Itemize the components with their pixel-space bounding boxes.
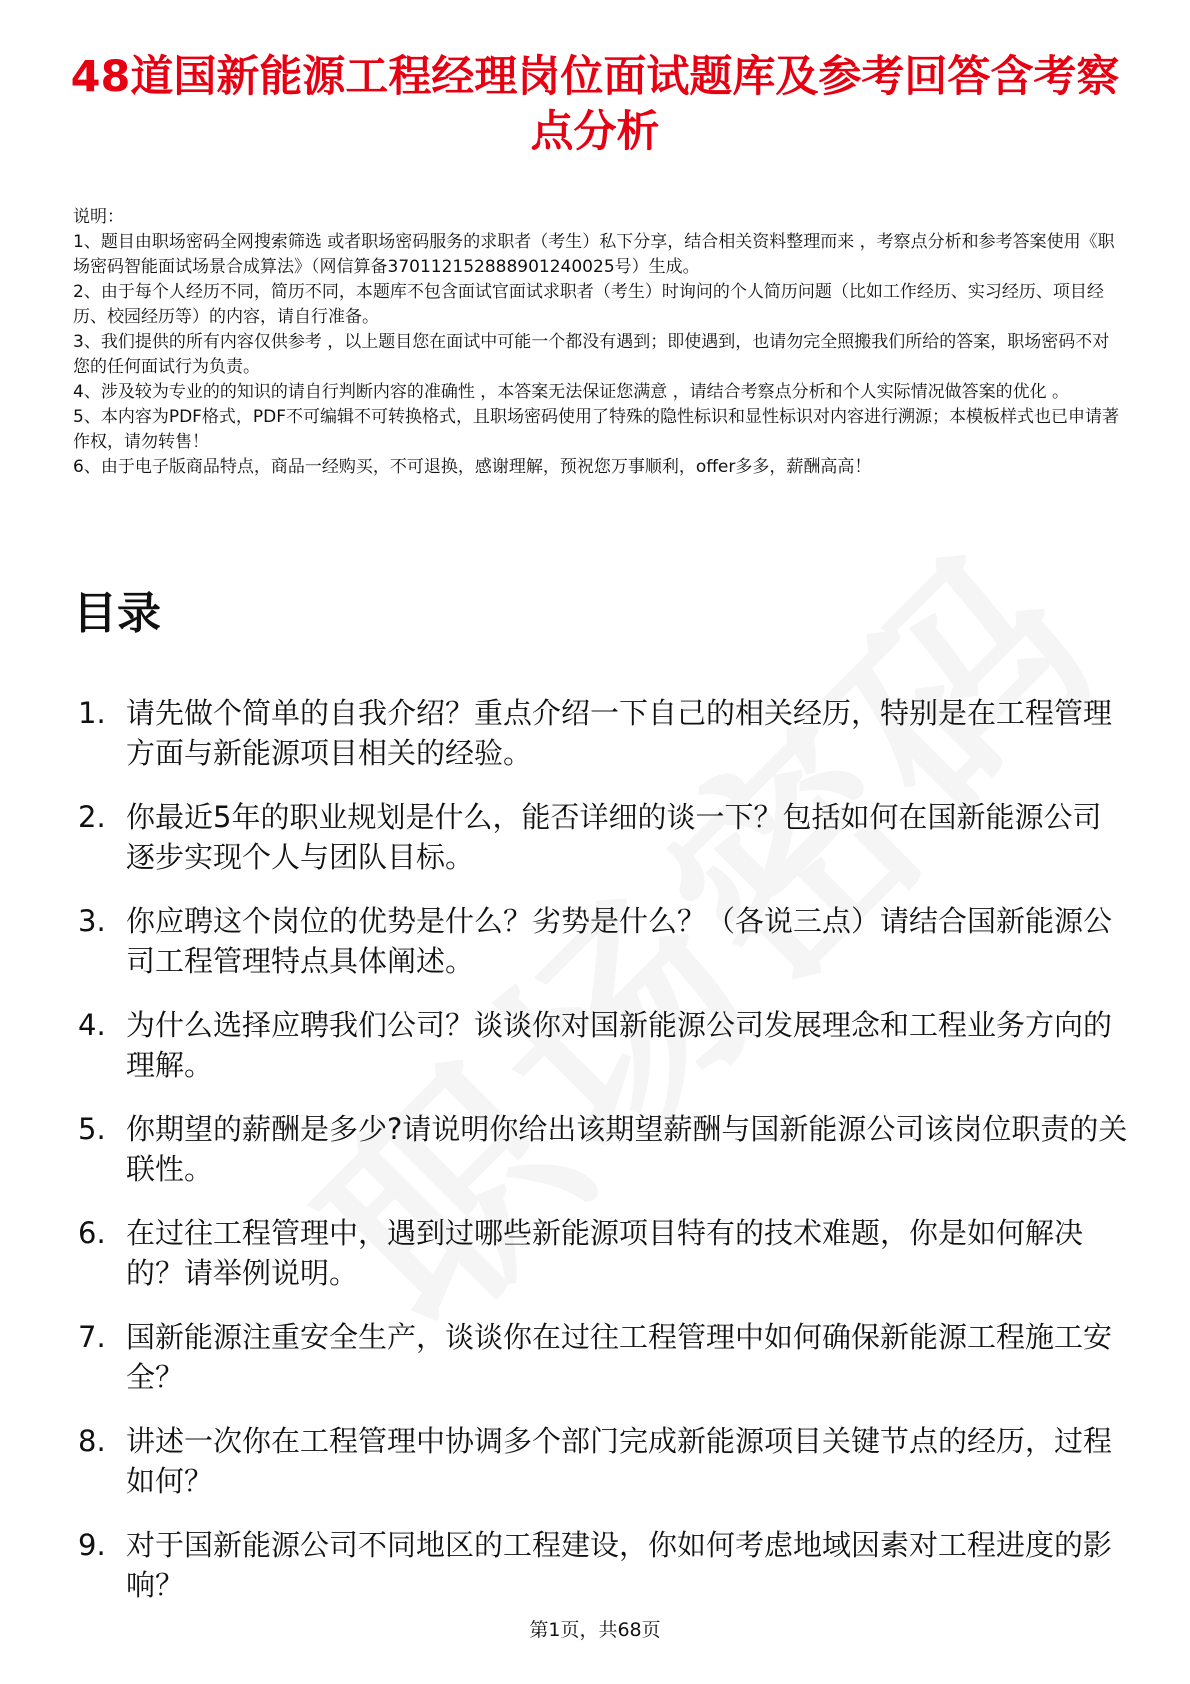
question-text: 讲述一次你在工程管理中协调多个部门完成新能源项目关键节点的经历，过程如何？ [126, 1424, 1113, 1498]
question-item [70, 1109, 1130, 1189]
question-item [70, 693, 1130, 773]
question-text: 在过往工程管理中，遇到过哪些新能源项目特有的技术难题，你是如何解决的？请举例说明。 [126, 1216, 1084, 1290]
question-number: 6. [78, 1216, 106, 1250]
question-item [70, 901, 1130, 981]
toc-heading: 目录 [73, 588, 161, 639]
question-text: 你期望的薪酬是多少?请说明你给出该期望薪酬与国新能源公司该岗位职责的关联性。 [126, 1112, 1128, 1186]
question-item [70, 1213, 1130, 1293]
question-item [70, 1421, 1130, 1501]
question-number: 4. [78, 1008, 106, 1042]
notes-heading: 说明： [73, 207, 124, 227]
question-item [70, 1525, 1130, 1605]
question-text: 你最近5年的职业规划是什么，能否详细的谈一下？包括如何在国新能源公司逐步实现个人与团队目标。 [126, 800, 1102, 874]
document-title: 48道国新能源工程经理岗位面试题库及参考回答含考察点分析 [70, 52, 1120, 157]
question-text: 请先做个简单的自我介绍？重点介绍一下自己的相关经历，特别是在工程管理方面与新能源项目相关的经验。 [126, 696, 1113, 770]
question-text: 你应聘这个岗位的优势是什么？劣势是什么？（各说三点）请结合国新能源公司工程管理特点具体阐述。 [126, 904, 1113, 978]
question-text: 对于国新能源公司不同地区的工程建设，你如何考虑地域因素对工程进度的影响？ [126, 1528, 1113, 1602]
question-number: 7. [78, 1320, 106, 1354]
note-item: 6、由于电子版商品特点，商品一经购买，不可退换，感谢理解，预祝您万事顺利，offer多多，薪酬高高！ [73, 457, 872, 477]
question-number: 2. [78, 800, 106, 834]
question-number: 8. [78, 1424, 106, 1458]
question-number: 5. [78, 1112, 106, 1146]
note-item: 3、我们提供的所有内容仅供参考 ，以上题目您在面试中可能一个都没有遇到；即使遇到，也请勿完全照搬我们所给的答案，职场密码不对您的任何面试行为负责。 [73, 332, 1110, 377]
note-item: 5、本内容为PDF格式，PDF不可编辑不可转换格式，且职场密码使用了特殊的隐性标识和显性标识对内容进行溯源；本模板样式也已申请著作权，请勿转售！ [73, 407, 1120, 452]
note-item: 1、题目由职场密码全网搜索筛选 或者职场密码服务的求职者（考生）私下分享，结合相关资料整理而来 ，考察点分析和参考答案使用《职场密码智能面试场景合成算法》（网信算备370112152888901240025号）生成。 [73, 232, 1115, 277]
question-text: 为什么选择应聘我们公司？谈谈你对国新能源公司发展理念和工程业务方向的理解。 [126, 1008, 1113, 1082]
question-number: 9. [78, 1528, 106, 1562]
question-item [70, 797, 1130, 877]
note-item: 4、涉及较为专业的的知识的请自行判断内容的准确性 ，本答案无法保证您满意 ，请结合考察点分析和个人实际情况做答案的优化 。 [73, 382, 1070, 402]
question-number: 1. [78, 696, 106, 730]
question-list [70, 693, 1130, 1629]
question-number: 3. [78, 904, 106, 938]
notes-section [73, 205, 1123, 480]
question-text: 国新能源注重安全生产，谈谈你在过往工程管理中如何确保新能源工程施工安全？ [126, 1320, 1113, 1394]
page-footer: 第1页，共68页 [529, 1619, 661, 1641]
note-item: 2、由于每个人经历不同，简历不同，本题库不包含面试官面试求职者（考生）时询问的个人简历问题（比如工作经历、实习经历、项目经历、校园经历等）的内容，请自行准备。 [73, 282, 1104, 327]
question-item [70, 1317, 1130, 1397]
question-item [70, 1005, 1130, 1085]
